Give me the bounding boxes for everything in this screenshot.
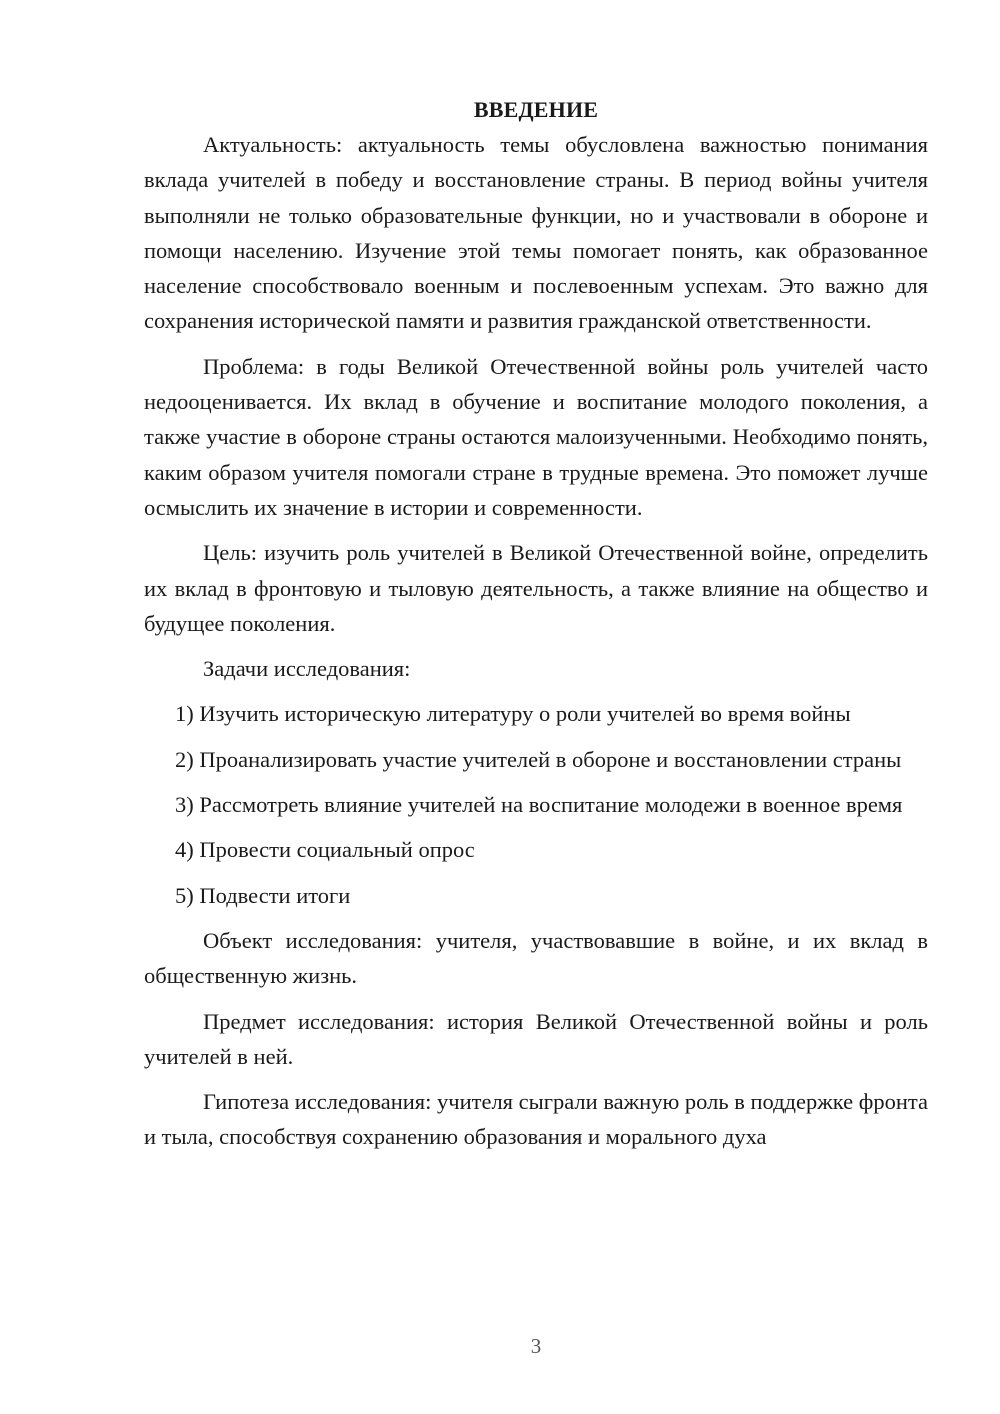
page-heading: ВВЕДЕНИЕ [473, 97, 599, 122]
task-item-3: 3) Рассмотреть влияние учителей на воспитание молодежи в военное время [175, 792, 903, 818]
paragraph-object: Объект исследования: учителя, участвовавшие в войне, и их вклад в общественную жизнь. [144, 927, 928, 989]
tasks-label: Задачи исследования: [203, 656, 411, 682]
task-item-1: 1) Изучить историческую литературу о роли учителей во время войны [175, 701, 851, 727]
page-number: 3 [530, 1334, 542, 1358]
paragraph-problem: Проблема: в годы Великой Отечественной войны роль учителей часто недооценивается. Их вклад в обучение и воспитание молодого поколения, а также участие в обороне страны остаются малоизученными. Необходимо понять, каким образом учителя помогали стране в трудные времена. Это поможет лучше осмыслить их значение в истории и современности. [144, 353, 928, 520]
paragraph-subject: Предмет исследования: история Великой Отечественной войны и роль учителей в ней. [144, 1008, 928, 1069]
paragraph-goal: Цель: изучить роль учителей в Великой Отечественной войне, определить их вклад в фронтовую и тыловую деятельность, а также влияние на общество и будущее поколения. [144, 540, 928, 636]
task-item-5: 5) Подвести итоги [175, 882, 351, 908]
paragraph-hypothesis: Гипотеза исследования: учителя сыграли важную роль в поддержке фронта и тыла, способствуя сохранению образования и морального духа [144, 1089, 928, 1150]
page-content [144, 92, 928, 1165]
task-item-2: 2) Проанализировать участие учителей в обороне и восстановлении страны [175, 746, 902, 772]
paragraph-relevance: Актуальность: актуальность темы обусловлена важностью понимания вклада учителей в победу и восстановление страны. В период войны учителя выполняли не только образовательные функции, но и участвовали в обороне и помощи населению. Изучение этой темы помогает понять, как образованное население способствовало военным и послевоенным успехам. Это важно для сохранения исторической памяти и развития гражданской ответственности. [144, 132, 928, 334]
task-item-4: 4) Провести социальный опрос [175, 837, 475, 863]
